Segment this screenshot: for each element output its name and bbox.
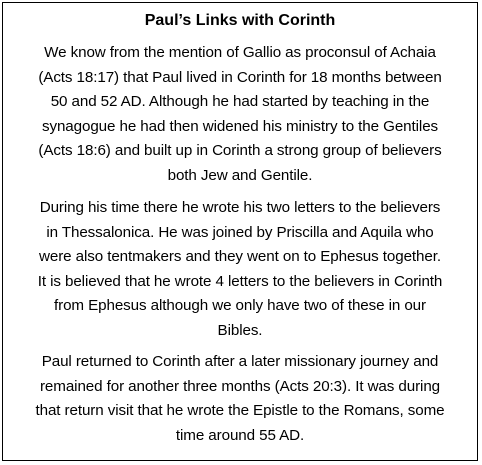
text-box [2,2,478,461]
paragraph-line: both Jew and Gentile. [167,166,313,184]
paragraph-line: were also tentmakers and they went on to Ephesus together. [39,248,441,265]
paragraph-line: Bibles. [217,321,263,339]
paragraph-line: 50 and 52 AD. Although he had started by teaching in the [50,93,430,110]
paragraph-line: During his time there he wrote his two letters to the believers [39,199,441,216]
paragraph-line: from Ephesus although we only have two of these in our [54,297,426,314]
paragraph-line: time around 55 AD. [175,426,305,444]
paragraph-line: that return visit that he wrote the Epistle to the Romans, some [35,402,445,419]
paragraph-line: (Acts 18:17) that Paul lived in Corinth for 18 months between [38,68,442,86]
paragraph-3 [11,350,469,448]
paragraph-line: remained for another three months (Acts 20:3). It was during [39,377,441,395]
document-title: Paul’s Links with Corinth [144,12,336,29]
paragraph-line: (Acts 18:6) and built up in Corinth a strong group of believers [38,142,442,159]
paragraph-line: in Thessalonica. He was joined by Priscilla and Aquila who [46,223,434,241]
paragraph-line: It is believed that he wrote 4 letters to the believers in Corinth [37,272,443,290]
paragraph-2 [11,196,469,343]
paragraph-line: Paul returned to Corinth after a later missionary journey and [41,353,439,370]
paragraph-line: We know from the mention of Gallio as proconsul of Achaia [44,44,436,61]
paragraph-1 [11,41,469,188]
paragraph-line: synagogue he had then widened his ministry to the Gentiles [41,117,439,135]
